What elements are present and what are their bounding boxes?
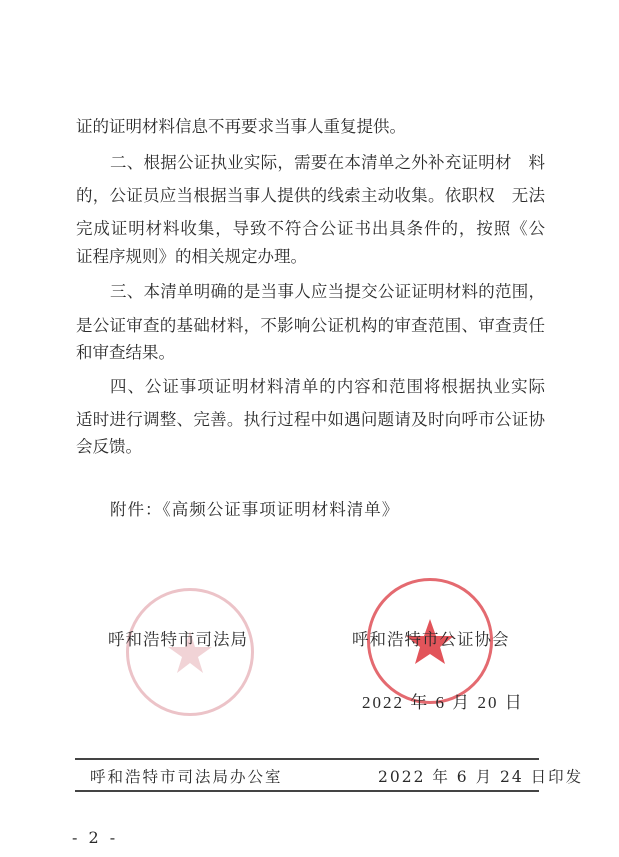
page-number: - 2 - — [72, 828, 119, 847]
footer-top-rule — [75, 758, 539, 760]
body-line: 四、公证事项证明材料清单的内容和范围将根据执业实际 — [110, 377, 545, 396]
signature-notary-association: 呼和浩特市公证协会 — [352, 630, 510, 649]
footer-bottom-rule — [75, 790, 539, 792]
body-line: 是公证审查的基础材料，不影响公证机构的审查范围、审查责任 — [76, 316, 545, 335]
body-line: 的，公证员应当根据当事人提供的线索主动收集。依职权 无法 — [76, 186, 545, 205]
signature-date: 2022 年 6 月 20 日 — [362, 693, 524, 712]
attachment-line: 附件：《高频公证事项证明材料清单》 — [110, 500, 400, 519]
body-line: 和审查结果。 — [76, 343, 175, 362]
signature-justice-bureau: 呼和浩特市司法局 — [108, 630, 248, 649]
body-line: 会反馈。 — [76, 437, 142, 456]
footer-issuer: 呼和浩特市司法局办公室 — [90, 768, 283, 786]
body-line: 三、本清单明确的是当事人应当提交公证证明材料的范围， — [110, 282, 545, 301]
body-line: 完成证明材料收集，导致不符合公证书出具条件的，按照《公 — [76, 219, 545, 238]
body-line: 二、根据公证执业实际，需要在本清单之外补充证明材 料 — [110, 153, 545, 172]
body-line: 证的证明材料信息不再要求当事人重复提供。 — [76, 117, 406, 136]
body-line: 证程序规则》的相关规定办理。 — [76, 247, 307, 266]
footer-issue-date: 2022 年 6 月 24 日印发 — [378, 768, 584, 786]
body-line: 适时进行调整、完善。执行过程中如遇问题请及时向呼市公证协 — [76, 410, 545, 429]
left-official-seal — [126, 588, 254, 716]
